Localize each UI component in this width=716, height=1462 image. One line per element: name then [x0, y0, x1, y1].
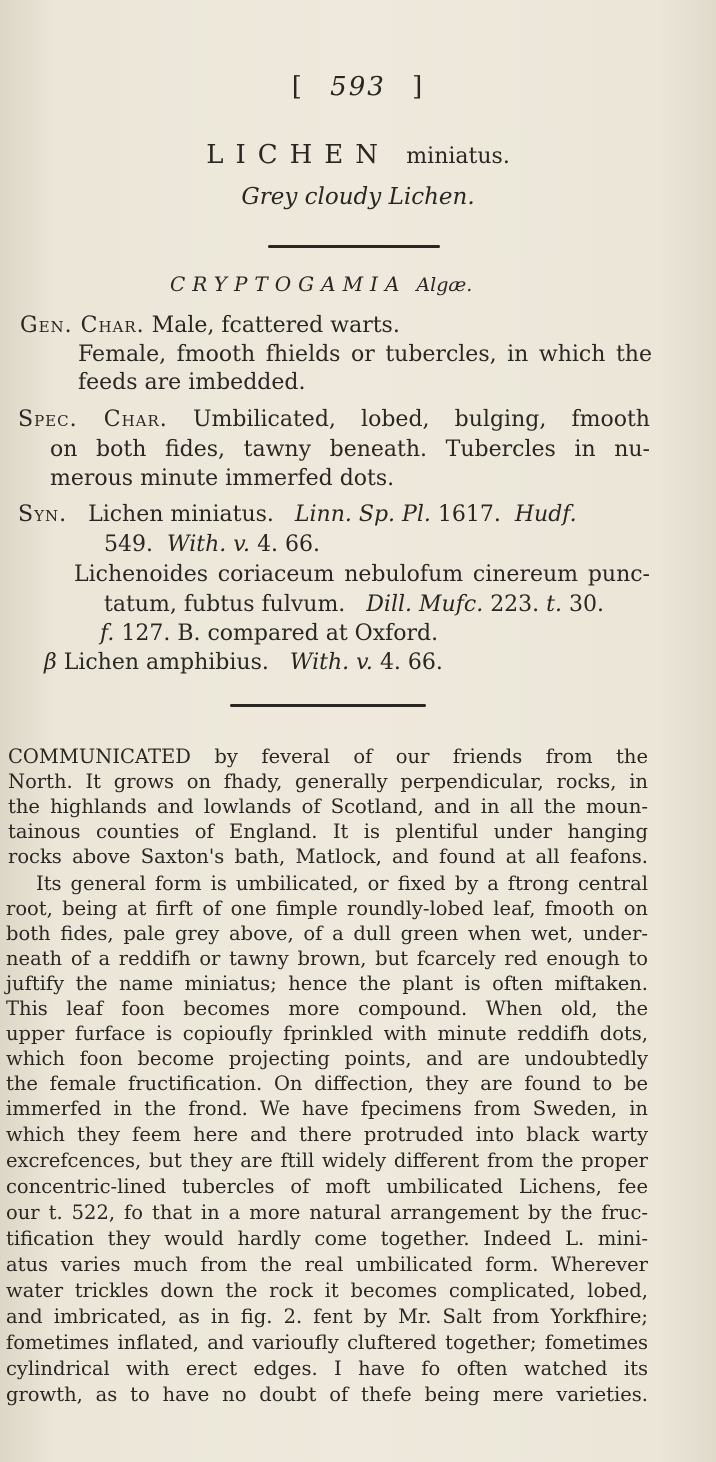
page-subtitle: Grey cloudy Lichen. [241, 184, 475, 210]
body-line-17: excrefcences, but they are ftill widely different from the proper [6, 1149, 648, 1172]
syn-l1-author: Hudf. [514, 502, 577, 527]
body-line-9: neath of a reddifh or tawny brown, but fcarcely red enough to [6, 947, 648, 970]
spec-char-line-2: on both fides, tawny beneath. Tubercles in nu- [50, 437, 650, 462]
syn-l1-name: Lichen miniatus. [88, 502, 274, 527]
syn-l4-text: tatum, fubtus fulvum. [104, 592, 346, 617]
gen-char-line-1 [20, 313, 400, 338]
body-line-2: North. It grows on fhady, generally perpendicular, rocks, in [8, 770, 648, 793]
body-line-8: both fides, pale grey above, of a dull green when wet, under- [6, 922, 648, 945]
body-line-15: immerfed in the frond. We have fpecimens from Sweden, in [6, 1097, 648, 1120]
body-line-19: our t. 522, fo that in a more natural arrangement by the fruc- [6, 1201, 648, 1224]
body-line-1: COMMUNICATED by feveral of our friends from the [8, 745, 648, 768]
divider-top [268, 245, 440, 248]
syn-line-4 [104, 592, 604, 617]
body-line-7: root, being at firft of one fimple roundly-lobed leaf, fmooth on [6, 897, 648, 920]
syn-line-6 [44, 650, 443, 675]
gen-char-label: Gen. Char. [20, 313, 145, 338]
syn-l6-ref: With. v. [289, 650, 373, 675]
spec-char-label: Spec. Char. [18, 407, 168, 432]
page-number-value: 593 [330, 72, 386, 102]
classification-line [170, 272, 472, 296]
syn-line-5 [100, 621, 438, 646]
title-genus: LICHEN [206, 140, 391, 170]
body-line-10: juftify the name miniatus; hence the plant is often miftaken. [6, 972, 648, 995]
body-line-5: rocks above Saxton's bath, Matlock, and found at all feafons. [8, 845, 648, 868]
classification-class: CRYPTOGAMIA [170, 272, 407, 296]
title-species: miniatus. [406, 144, 510, 169]
gen-char-line-2: Female, fmooth fhields or tubercles, in which the [78, 342, 652, 367]
body-line-22: water trickles down the rock it becomes complicated, lobed, [6, 1279, 648, 1302]
body-line-26: growth, as to have no doubt of thefe being mere varieties. [6, 1383, 648, 1406]
body-line-25: cylindrical with erect edges. I have fo often watched its [6, 1357, 648, 1380]
syn-label: Syn. [18, 502, 68, 527]
divider-bottom [230, 704, 426, 707]
syn-l4-ref: Dill. Mufc. [366, 592, 484, 617]
body-line-24: fometimes inflated, and varioufly cluftered together; fometimes [6, 1331, 648, 1354]
body-line-4: tainous counties of England. It is plentiful under hanging [8, 820, 648, 843]
page-number-close-bracket: ] [412, 72, 425, 102]
gen-char-line-3: feeds are imbedded. [78, 370, 306, 395]
syn-l4-plate: 30. [569, 592, 605, 617]
syn-l1-ref: Linn. Sp. Pl. [294, 502, 431, 527]
page-number [0, 72, 716, 102]
gen-char-text-1: Male, fcattered warts. [151, 313, 400, 338]
body-line-23: and imbricated, as in fig. 2. fent by Mr. Salt from Yorkfhire; [6, 1305, 648, 1328]
syn-line-3: Lichenoides coriaceum nebulofum cinereum punc- [74, 562, 650, 587]
syn-l2-ref: With. v. [166, 532, 251, 557]
body-line-18: concentric-lined tubercles of moft umbilicated Lichens, fee [6, 1175, 648, 1198]
body-line-11: This leaf foon becomes more compound. When old, the [6, 997, 648, 1020]
body-line-21: atus varies much from the real umbilicated form. Wherever [6, 1253, 648, 1276]
body-line-3: the highlands and lowlands of Scotland, and in all the moun- [8, 795, 648, 818]
body-line-13: which foon become projecting points, and are undoubtedly [6, 1047, 648, 1070]
body-line-6: Its general form is umbilicated, or fixed by a ftrong central [36, 872, 648, 895]
spec-char-line-3: merous minute immerfed dots. [50, 466, 395, 491]
syn-line-2 [104, 532, 320, 557]
body-line-20: tification they would hardly come together. Indeed L. mini- [6, 1227, 648, 1250]
syn-l2-pages: 4. 66. [257, 532, 321, 557]
syn-l1-num: 1617. [437, 502, 501, 527]
spec-char-text-1: Umbilicated, lobed, bulging, fmooth [192, 407, 650, 432]
beta-symbol: β [44, 650, 57, 675]
body-line-16: which they feem here and there protruded into black warty [6, 1123, 648, 1146]
syn-line-1 [18, 502, 577, 527]
syn-l5-text: 127. B. compared at Oxford. [121, 621, 439, 646]
syn-l4-t: t. [546, 592, 563, 617]
page-number-open-bracket: [ [291, 72, 304, 102]
syn-l6-name: Lichen amphibius. [63, 650, 269, 675]
body-line-14: the female fructification. On diffection, they are found to be [6, 1072, 648, 1095]
syn-l5-f: f. [100, 621, 115, 646]
spec-char-line-1 [18, 407, 650, 432]
syn-l6-pages: 4. 66. [379, 650, 443, 675]
body-line-12: upper furface is copioufly fprinkled with minute reddifh dots, [6, 1022, 648, 1045]
syn-l2-num: 549. [104, 532, 153, 557]
syn-l4-num: 223. [490, 592, 540, 617]
page-title [0, 140, 716, 170]
classification-order: Algæ. [416, 274, 473, 296]
